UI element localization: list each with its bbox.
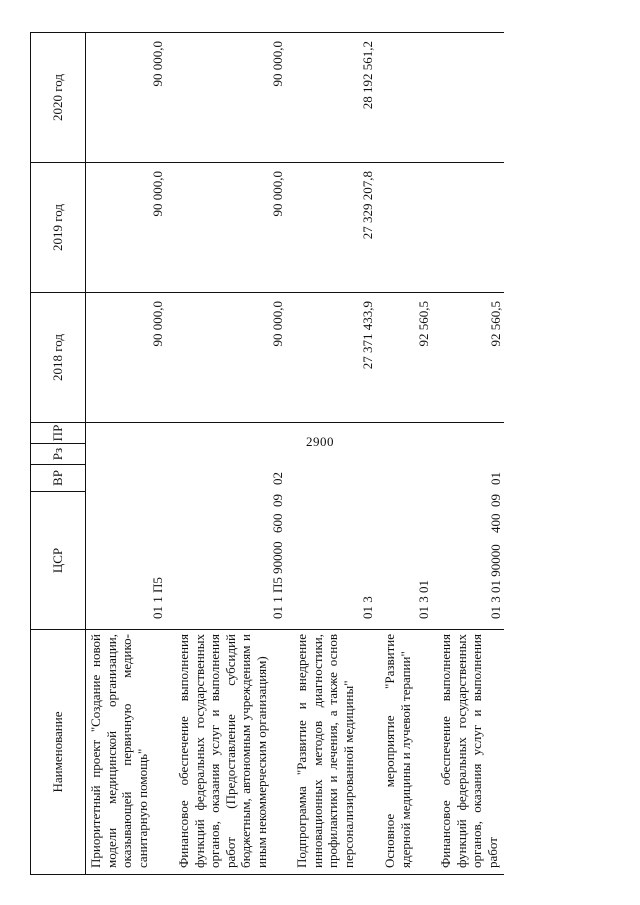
row-2018: 90 000,0	[86, 293, 167, 423]
row-rz: 09	[270, 494, 286, 507]
row-csr: 01 3	[360, 596, 376, 619]
row-2019: 90 000,0	[166, 163, 286, 293]
row-2018: 92 560,5	[376, 293, 432, 423]
row-2020	[376, 33, 432, 163]
table-row	[432, 33, 504, 875]
header-csr: ЦСР	[31, 492, 86, 630]
header-2019: 2019 год	[31, 163, 86, 293]
page-number: 2900	[306, 434, 334, 449]
table-row	[86, 33, 167, 875]
row-name: Основное мероприятие "Развитие ядерной медицины и лучевой терапии"	[376, 630, 432, 875]
row-name: Подпрограмма "Развитие и внедрение инновационных методов диагностики, профилактики и лечения, а также основ персонализированной медицины"	[286, 630, 376, 875]
row-csr: 01 3 01 90000	[488, 544, 504, 619]
row-2020: 90 000,0	[86, 33, 167, 163]
row-csr: 01 1 П5	[150, 577, 166, 619]
row-codes	[166, 423, 286, 630]
row-name: Приоритетный проект "Создание новой модели медицинской организации, оказывающей первичную медико-санитарную помощь"	[86, 630, 167, 875]
row-2020: 90 000,0	[166, 33, 286, 163]
row-codes	[432, 423, 504, 630]
row-codes	[286, 423, 376, 630]
table-row	[166, 33, 286, 875]
row-2019	[376, 163, 432, 293]
header-rz: Рз	[31, 444, 86, 465]
row-csr: 01 3 01	[416, 580, 432, 619]
row-codes	[376, 423, 432, 630]
row-2019	[432, 163, 504, 293]
header-vr: ВР	[31, 465, 86, 492]
row-2018: 27 371 433,9	[286, 293, 376, 423]
row-csr: 01 1 П5 90000	[270, 541, 286, 619]
row-name: Финансовое обеспечение выполнения функций федеральных государственных органов, оказания услуг и выполнения работ (Предоставление субсидий бюджетным, автономным учреждениям и иным некоммерческим организациям)	[166, 630, 286, 875]
row-pr: 02	[270, 472, 286, 485]
row-2018: 92 560,5	[432, 293, 504, 423]
table-row	[376, 33, 432, 875]
rotated-table-page	[30, 32, 517, 875]
row-2019: 90 000,0	[86, 163, 167, 293]
row-pr: 01	[488, 472, 504, 485]
row-vr: 400	[488, 513, 504, 533]
table-row	[286, 33, 376, 875]
header-name: Наименование	[31, 630, 86, 875]
budget-table	[30, 32, 504, 875]
row-2019: 27 329 207,8	[286, 163, 376, 293]
row-2020: 28 192 561,2	[286, 33, 376, 163]
row-2020	[432, 33, 504, 163]
row-codes	[86, 423, 167, 630]
header-2020: 2020 год	[31, 33, 86, 163]
row-rz: 09	[488, 494, 504, 507]
header-2018: 2018 год	[31, 293, 86, 423]
row-vr: 600	[270, 513, 286, 533]
row-2018: 90 000,0	[166, 293, 286, 423]
header-pr: ПР	[31, 423, 86, 444]
row-name: Финансовое обеспечение выполнения функций федеральных государственных органов, оказания услуг и выполнения работ	[432, 630, 504, 875]
table-header-row	[31, 33, 86, 875]
